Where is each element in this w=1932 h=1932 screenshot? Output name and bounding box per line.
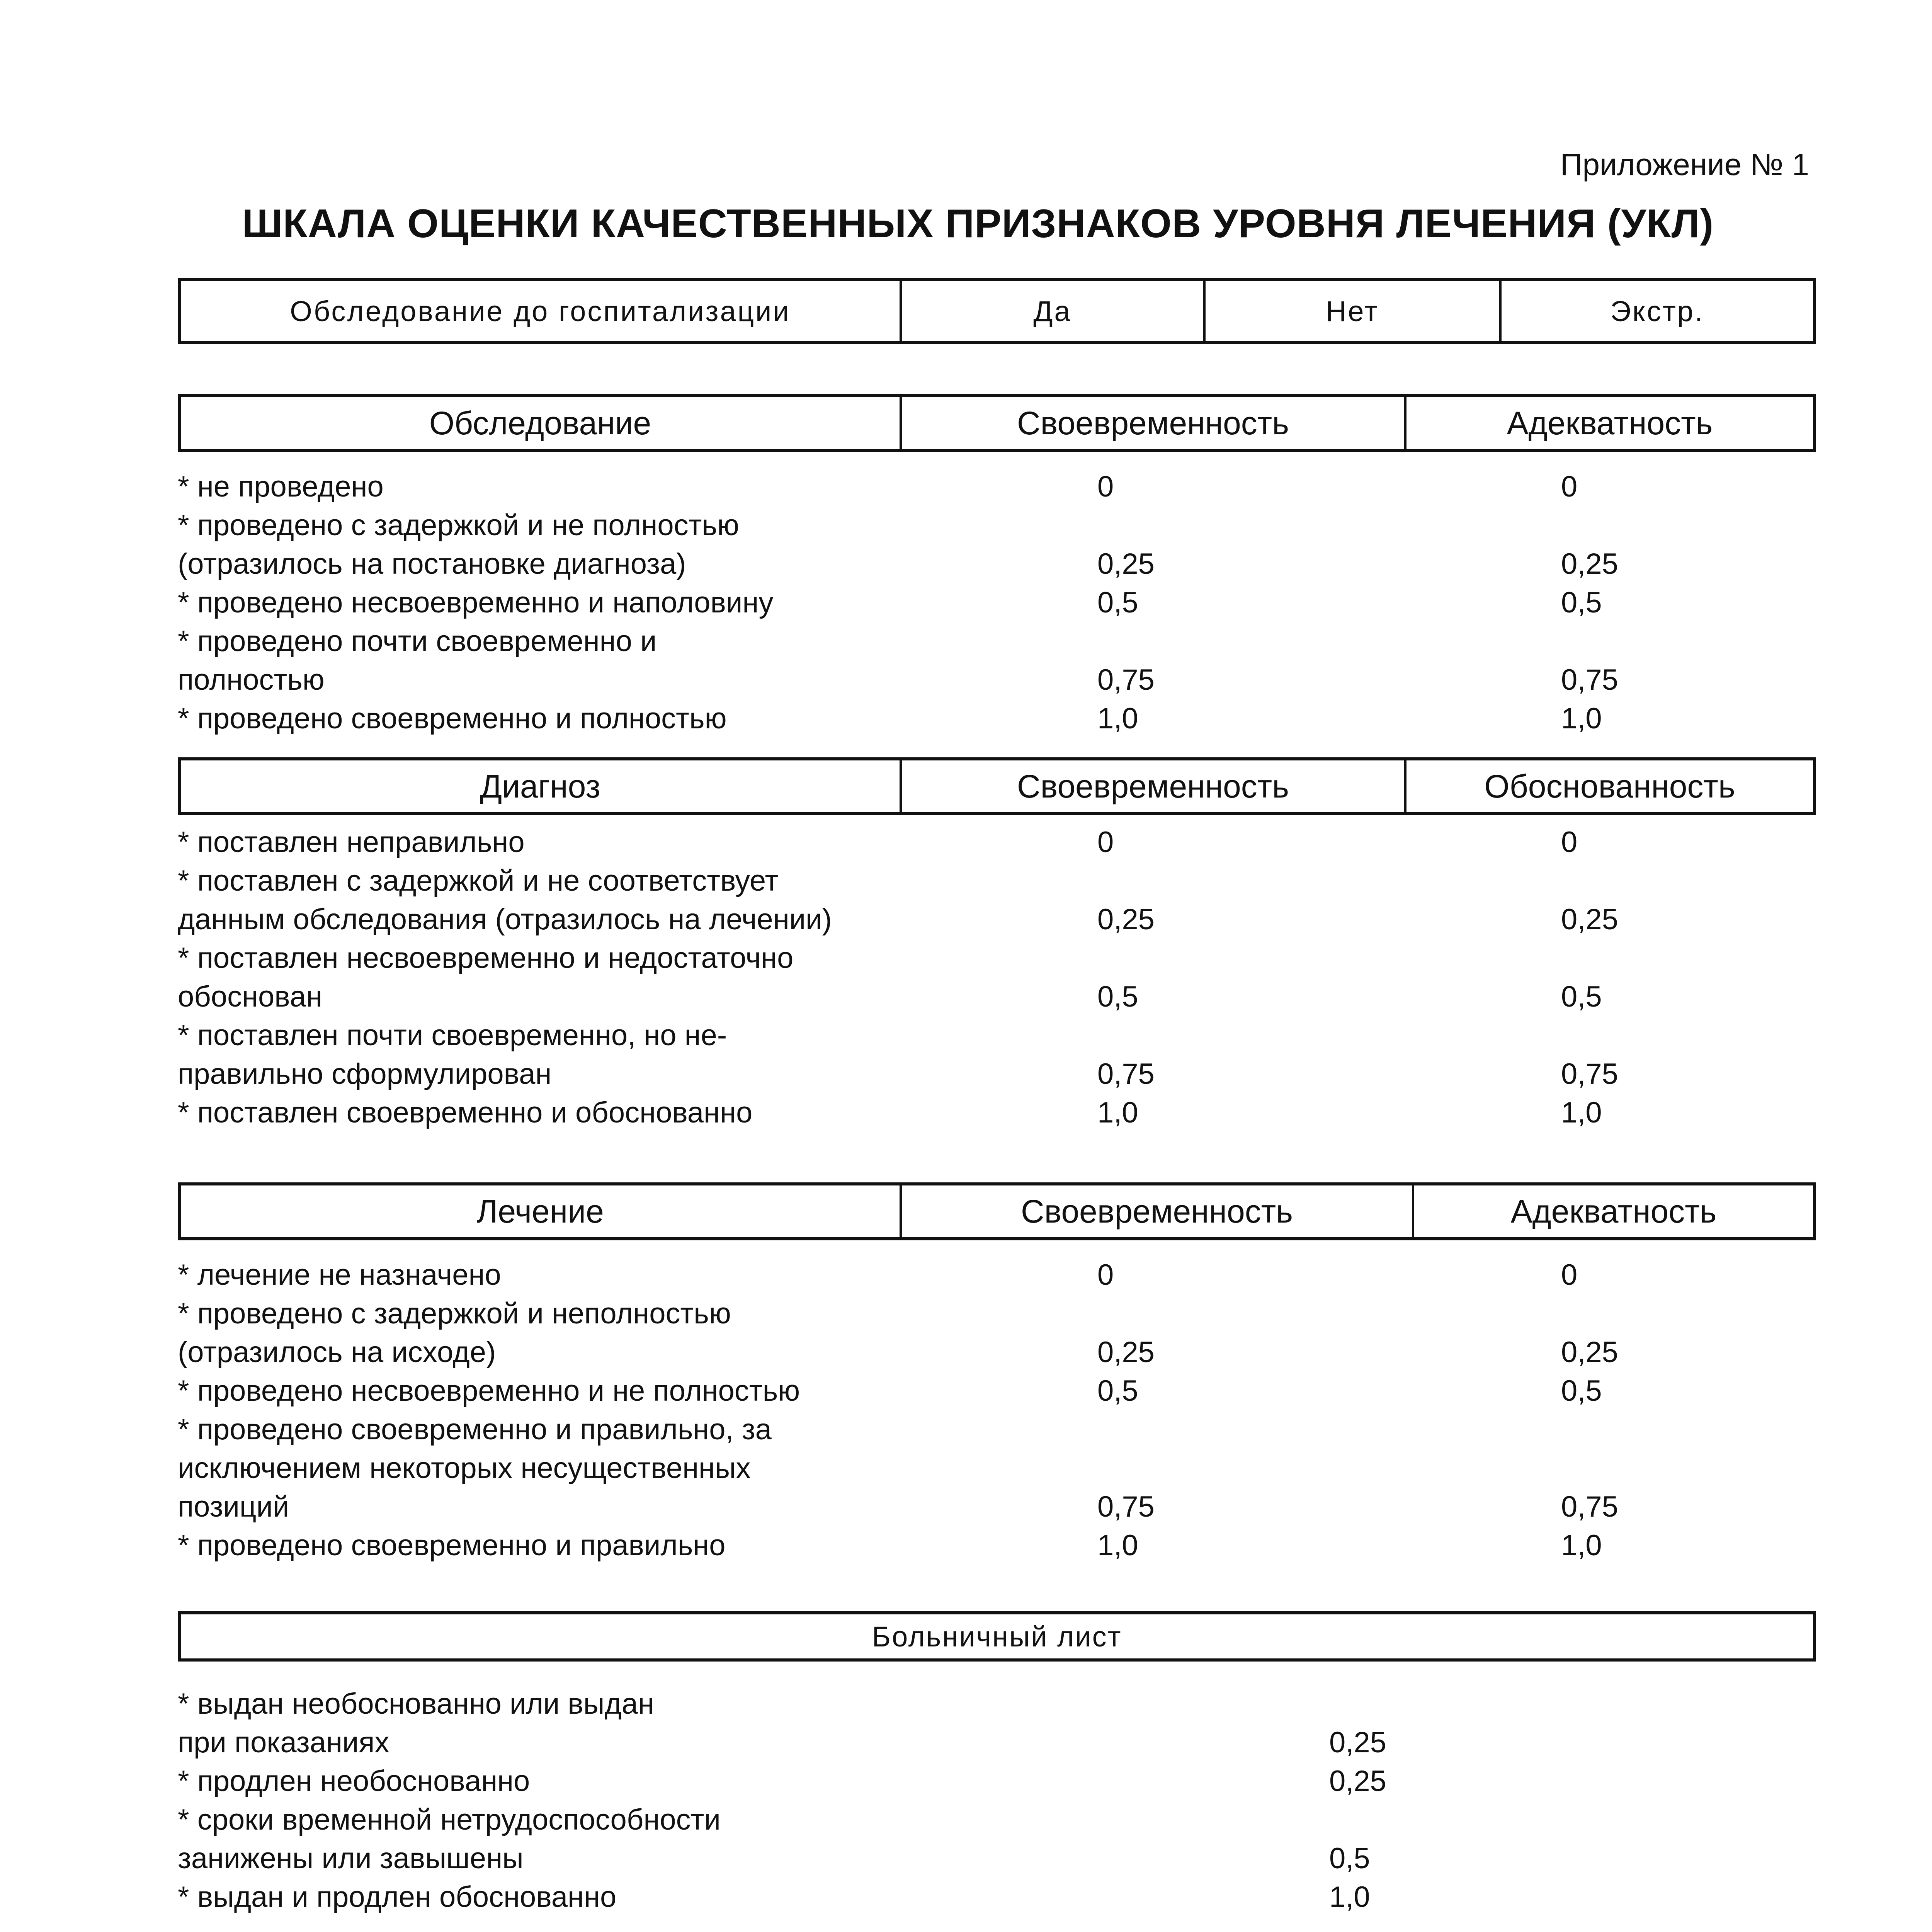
diag-timeliness-value: 0,75: [1097, 1058, 1155, 1090]
treat-adequacy-value: 0,25: [1561, 1336, 1618, 1369]
treat-line: * проведено своевременно и правильно, за: [178, 1413, 772, 1446]
treat-adequacy-value: 0,75: [1561, 1490, 1618, 1523]
treat-line: * проведено с задержкой и неполностью: [178, 1297, 731, 1330]
treat-timeliness-value: 0,75: [1097, 1490, 1155, 1523]
diag-timeliness-value: 0,25: [1097, 903, 1155, 936]
exam-adequacy-value: 0,75: [1561, 663, 1618, 696]
treat-timeliness-value: 1,0: [1097, 1529, 1138, 1562]
diag-timeliness-value: 0,5: [1097, 980, 1138, 1013]
diag-line: * поставлен почти своевременно, но не-: [178, 1019, 727, 1052]
treat-line: * лечение не назначено: [178, 1259, 501, 1291]
treat-adequacy-value: 0,5: [1561, 1374, 1602, 1407]
diag-col-timeliness: Своевременность: [900, 760, 1404, 812]
treat-adequacy-value: 1,0: [1561, 1529, 1602, 1562]
diag-title: Диагноз: [480, 768, 600, 804]
diag-validity-value: 0,25: [1561, 903, 1618, 936]
exam-adequacy-value: 0: [1561, 470, 1578, 503]
treat-col-adequacy: Адекватность: [1412, 1185, 1813, 1237]
exam-line: (отразилось на постановке диагноза): [178, 548, 686, 580]
sick-title: Больничный лист: [872, 1620, 1122, 1653]
sick-value: 1,0: [1329, 1881, 1370, 1913]
diag-line: * поставлен с задержкой и не соответствует: [178, 864, 779, 897]
treat-header: [178, 1182, 1816, 1240]
exam-timeliness-value: 0: [1097, 470, 1114, 503]
exam-timeliness-value: 0,5: [1097, 586, 1138, 619]
exam-col-timeliness: Своевременность: [900, 397, 1404, 449]
diag-line: обоснован: [178, 980, 323, 1013]
diag-validity-value: 0: [1561, 826, 1578, 859]
pre-hospital-table: [178, 278, 1816, 344]
exam-line: * не проведено: [178, 470, 384, 503]
diag-header: [178, 757, 1816, 815]
exam-header: [178, 394, 1816, 452]
treat-title: Лечение: [476, 1193, 604, 1230]
exam-timeliness-value: 0,25: [1097, 548, 1155, 580]
diag-validity-value: 1,0: [1561, 1096, 1602, 1129]
exam-line: * проведено несвоевременно и наполовину: [178, 586, 774, 619]
exam-line: полностью: [178, 663, 325, 696]
exam-adequacy-value: 0,5: [1561, 586, 1602, 619]
exam-title: Обследование: [429, 405, 651, 441]
diag-line: * поставлен неправильно: [178, 826, 525, 859]
exam-timeliness-value: 0,75: [1097, 663, 1155, 696]
treat-timeliness-value: 0,5: [1097, 1374, 1138, 1407]
exam-line: * проведено с задержкой и не полностью: [178, 509, 740, 542]
exam-adequacy-value: 0,25: [1561, 548, 1618, 580]
sick-value: 0,25: [1329, 1765, 1386, 1798]
col-no: Нет: [1203, 281, 1499, 341]
sick-line: * продлен необоснованно: [178, 1765, 530, 1798]
diag-col-validity: Обоснованность: [1404, 760, 1813, 812]
diag-line: * поставлен несвоевременно и недостаточно: [178, 942, 794, 975]
exam-adequacy-value: 1,0: [1561, 702, 1602, 735]
sick-line: * выдан и продлен обоснованно: [178, 1881, 617, 1913]
treat-adequacy-value: 0: [1561, 1259, 1578, 1291]
page-title: ШКАЛА ОЦЕНКИ КАЧЕСТВЕННЫХ ПРИЗНАКОВ УРОВНЯ ЛЕЧЕНИЯ (УКЛ): [242, 201, 1714, 246]
diag-line: правильно сформулирован: [178, 1058, 552, 1090]
treat-line: (отразилось на исходе): [178, 1336, 496, 1369]
diag-validity-value: 0,75: [1561, 1058, 1618, 1090]
exam-col-adequacy: Адекватность: [1404, 397, 1813, 449]
diag-timeliness-value: 0: [1097, 826, 1114, 859]
treat-line: * проведено несвоевременно и не полностью: [178, 1374, 800, 1407]
sick-line: * сроки временной нетрудоспособности: [178, 1803, 721, 1836]
sick-line: занижены или завышены: [178, 1842, 524, 1875]
sick-line: при показаниях: [178, 1726, 389, 1759]
exam-line: * проведено почти своевременно и: [178, 625, 657, 658]
sick-value: 0,25: [1329, 1726, 1386, 1759]
treat-line: позиций: [178, 1490, 289, 1523]
col-yes: Да: [900, 281, 1203, 341]
treat-line: исключением некоторых несущественных: [178, 1452, 751, 1485]
treat-timeliness-value: 0,25: [1097, 1336, 1155, 1369]
treat-line: * проведено своевременно и правильно: [178, 1529, 726, 1562]
col-emergency: Экстр.: [1499, 281, 1813, 341]
treat-col-timeliness: Своевременность: [900, 1185, 1412, 1237]
sick-line: * выдан необоснованно или выдан: [178, 1687, 654, 1720]
diag-line: * поставлен своевременно и обоснованно: [178, 1096, 753, 1129]
pre-hospital-label: Обследование до госпитализации: [290, 295, 791, 327]
diag-validity-value: 0,5: [1561, 980, 1602, 1013]
diag-line: данным обследования (отразилось на лечении): [178, 903, 832, 936]
diag-timeliness-value: 1,0: [1097, 1096, 1138, 1129]
treat-timeliness-value: 0: [1097, 1259, 1114, 1291]
sick-value: 0,5: [1329, 1842, 1370, 1875]
exam-timeliness-value: 1,0: [1097, 702, 1138, 735]
exam-line: * проведено своевременно и полностью: [178, 702, 727, 735]
appendix-label: Приложение № 1: [1560, 147, 1809, 182]
sick-header: [178, 1611, 1816, 1662]
